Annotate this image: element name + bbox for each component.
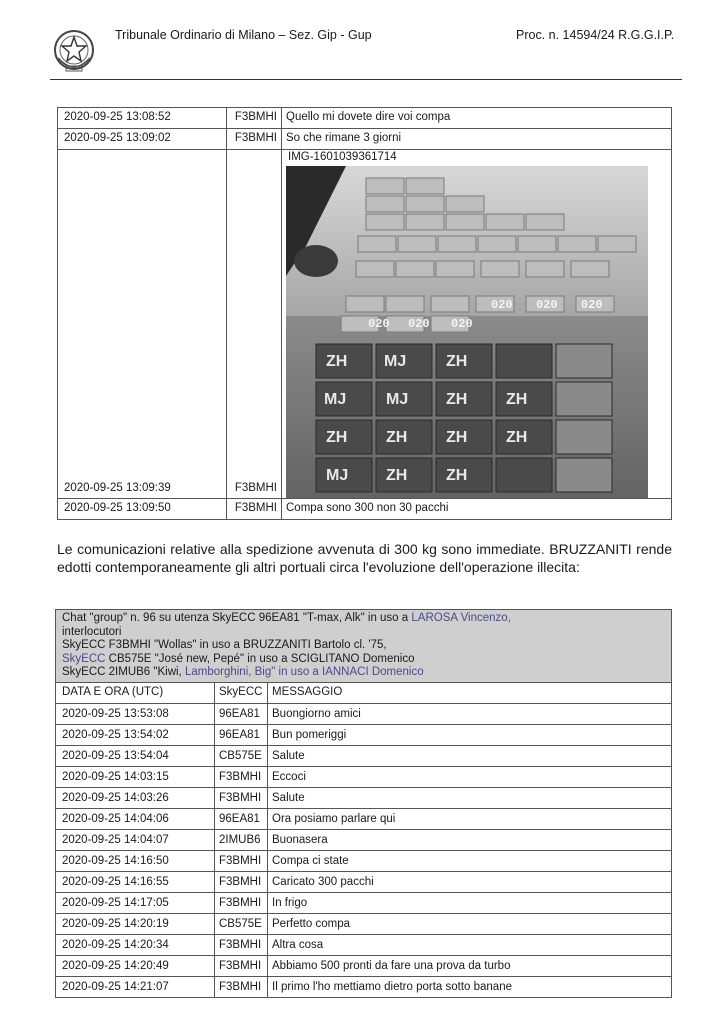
skyecc-cell: F3BMHI bbox=[215, 892, 268, 913]
package-mark-zh: ZH bbox=[506, 429, 528, 446]
package bbox=[406, 196, 444, 212]
datetime-cell: 2020-09-25 13:08:52 bbox=[58, 108, 227, 129]
table-body bbox=[56, 703, 672, 997]
skyecc-cell: 2IMUB6 bbox=[215, 829, 268, 850]
package-mark-020: 020 bbox=[536, 298, 558, 312]
message-cell: Buonasera bbox=[268, 829, 672, 850]
datetime-cell: 2020-09-25 14:03:15 bbox=[56, 766, 215, 787]
package bbox=[438, 236, 476, 252]
datetime-cell: 2020-09-25 14:17:05 bbox=[56, 892, 215, 913]
package-mark-zh: ZH bbox=[326, 353, 348, 370]
datetime-cell: 2020-09-25 13:09:50 bbox=[58, 499, 227, 520]
datetime-cell: 2020-09-25 14:03:26 bbox=[56, 787, 215, 808]
image-filename: IMG-1601039361714 bbox=[288, 151, 397, 163]
package-mark-zh: ZH bbox=[446, 391, 468, 408]
package bbox=[366, 196, 404, 212]
table-row bbox=[56, 913, 672, 934]
caption-text: CB575E "José new, Pepé" in uso a SCIGLITANO Domenico bbox=[105, 652, 415, 665]
header-divider bbox=[50, 79, 682, 80]
chat-table-1 bbox=[57, 107, 672, 520]
package bbox=[356, 261, 394, 277]
table-row bbox=[56, 976, 672, 997]
message-cell: Ora posiamo parlare qui bbox=[268, 808, 672, 829]
datetime-cell: 2020-09-25 14:04:06 bbox=[56, 808, 215, 829]
datetime-cell: 2020-09-25 13:54:02 bbox=[56, 724, 215, 745]
skyecc-cell: F3BMHI bbox=[215, 934, 268, 955]
datetime-cell: 2020-09-25 13:53:08 bbox=[56, 703, 215, 724]
table-row bbox=[56, 808, 672, 829]
datetime-cell: 2020-09-25 14:04:07 bbox=[56, 829, 215, 850]
datetime-cell: 2020-09-25 13:09:02 bbox=[58, 129, 227, 150]
skyecc-cell: 96EA81 bbox=[215, 724, 268, 745]
package bbox=[486, 214, 524, 230]
body-paragraph: Le comunicazioni relative alla spedizione avvenuta di 300 kg sono immediate. BRUZZANITI rende edotti contemporaneamente gli altri portuali circa l'evoluzione dell'operazione illecita: bbox=[57, 541, 672, 575]
table-caption-row bbox=[56, 610, 672, 683]
message-cell: Abbiamo 500 pronti da fare una prova da turbo bbox=[268, 955, 672, 976]
package bbox=[358, 236, 396, 252]
package-mark-mj: MJ bbox=[386, 391, 409, 408]
table-row bbox=[56, 745, 672, 766]
package bbox=[558, 236, 596, 252]
chat-caption bbox=[56, 610, 672, 683]
skyecc-cell: CB575E bbox=[215, 745, 268, 766]
skyecc-cell: F3BMHI bbox=[215, 850, 268, 871]
package bbox=[526, 261, 564, 277]
package-mark-mj: MJ bbox=[384, 353, 407, 370]
message-cell: Buongiorno amici bbox=[268, 703, 672, 724]
skyecc-cell: F3BMHI bbox=[227, 108, 282, 129]
table-row bbox=[56, 892, 672, 913]
package bbox=[571, 261, 609, 277]
skyecc-cell: 96EA81 bbox=[215, 808, 268, 829]
package-mark-zh: ZH bbox=[446, 467, 468, 484]
message-cell: Eccoci bbox=[268, 766, 672, 787]
package-mark-zh: ZH bbox=[506, 391, 528, 408]
table-header-row bbox=[56, 682, 672, 703]
skyecc-cell: F3BMHI bbox=[215, 871, 268, 892]
table-row bbox=[56, 724, 672, 745]
message-cell: In frigo bbox=[268, 892, 672, 913]
package-mark-mj: MJ bbox=[324, 391, 347, 408]
skyecc-cell: F3BMHI bbox=[215, 955, 268, 976]
table-row bbox=[56, 766, 672, 787]
datetime-cell: 2020-09-25 14:20:34 bbox=[56, 934, 215, 955]
message-cell: Perfetto compa bbox=[268, 913, 672, 934]
message-cell: Compa ci state bbox=[268, 850, 672, 871]
caption-text: Lamborghini, Big" in uso a IANNACI bbox=[184, 666, 372, 678]
skyecc-cell: F3BMHI bbox=[227, 129, 282, 150]
package bbox=[478, 236, 516, 252]
package bbox=[386, 296, 424, 312]
column-header-message: MESSAGGIO bbox=[268, 682, 672, 703]
datetime-cell: 2020-09-25 13:54:04 bbox=[56, 745, 215, 766]
package bbox=[598, 236, 636, 252]
message-cell: Bun pomeriggi bbox=[268, 724, 672, 745]
table-row bbox=[56, 829, 672, 850]
package bbox=[366, 214, 404, 230]
package-mark-mj: MJ bbox=[326, 467, 349, 484]
caption-text: SkyECC bbox=[62, 652, 106, 665]
caption-text: SkyECC F3BMHI "Wollas" in uso a BRUZZANITI Bartolo cl. '75, bbox=[62, 639, 387, 651]
message-cell: Salute bbox=[268, 745, 672, 766]
procedure-number: Proc. n. 14594/24 R.G.G.I.P. bbox=[516, 28, 675, 42]
skyecc-cell: F3BMHI bbox=[215, 766, 268, 787]
image-message-cell bbox=[282, 150, 672, 499]
car-wheel bbox=[294, 245, 338, 277]
skyecc-cell: F3BMHI bbox=[227, 150, 282, 499]
package bbox=[481, 261, 519, 277]
skyecc-cell: F3BMHI bbox=[215, 787, 268, 808]
message-cell: So che rimane 3 giorni bbox=[282, 129, 672, 150]
package bbox=[446, 214, 484, 230]
package bbox=[398, 236, 436, 252]
package-mark-020: 020 bbox=[408, 317, 430, 331]
package bbox=[436, 261, 474, 277]
package-mark-zh: ZH bbox=[386, 467, 408, 484]
package bbox=[496, 458, 552, 492]
datetime-cell: 2020-09-25 14:21:07 bbox=[56, 976, 215, 997]
message-cell: Il primo l'ho mettiamo dietro porta sotto banane bbox=[268, 976, 672, 997]
packages-photo bbox=[286, 166, 648, 498]
package bbox=[526, 214, 564, 230]
package-mark-zh: ZH bbox=[446, 429, 468, 446]
table-row bbox=[56, 871, 672, 892]
skyecc-cell: 96EA81 bbox=[215, 703, 268, 724]
skyecc-cell: CB575E bbox=[215, 913, 268, 934]
table-row bbox=[58, 129, 672, 150]
package bbox=[366, 178, 404, 194]
message-cell: Altra cosa bbox=[268, 934, 672, 955]
message-cell: Compa sono 300 non 30 pacchi bbox=[282, 499, 672, 520]
package bbox=[518, 236, 556, 252]
table-row bbox=[56, 703, 672, 724]
caption-text: Chat "group" n. 96 su utenza SkyECC 96EA81 "T-max, Alk" in uso a bbox=[62, 612, 412, 624]
caption-text: Domenico bbox=[371, 666, 424, 678]
package-mark-020: 020 bbox=[368, 317, 390, 331]
table-row bbox=[56, 955, 672, 976]
column-header-skyecc: SkyECC bbox=[215, 682, 268, 703]
table-row bbox=[56, 850, 672, 871]
court-name: Tribunale Ordinario di Milano – Sez. Gip - Gup bbox=[115, 28, 372, 42]
package bbox=[431, 296, 469, 312]
package-mark-020: 020 bbox=[491, 298, 513, 312]
datetime-cell: 2020-09-25 13:09:39 bbox=[58, 150, 227, 499]
package bbox=[496, 344, 552, 378]
page-header bbox=[0, 0, 711, 82]
message-cell: Caricato 300 pacchi bbox=[268, 871, 672, 892]
table-row bbox=[58, 108, 672, 129]
package bbox=[406, 214, 444, 230]
chat-table-2 bbox=[55, 609, 672, 998]
datetime-cell: 2020-09-25 14:16:50 bbox=[56, 850, 215, 871]
package bbox=[556, 420, 612, 454]
skyecc-cell: F3BMHI bbox=[215, 976, 268, 997]
message-cell: Salute bbox=[268, 787, 672, 808]
datetime-cell: 2020-09-25 14:20:19 bbox=[56, 913, 215, 934]
package bbox=[396, 261, 434, 277]
column-header-datetime: DATA E ORA (UTC) bbox=[56, 682, 215, 703]
package bbox=[556, 344, 612, 378]
table-row bbox=[56, 934, 672, 955]
table-row bbox=[56, 787, 672, 808]
caption-text: SkyECC 2IMUB6 "Kiwi, bbox=[62, 666, 185, 678]
italian-republic-emblem-icon bbox=[52, 28, 96, 74]
table-row bbox=[58, 499, 672, 520]
package-mark-zh: ZH bbox=[386, 429, 408, 446]
package-mark-020: 020 bbox=[451, 317, 473, 331]
package bbox=[446, 196, 484, 212]
skyecc-cell: F3BMHI bbox=[227, 499, 282, 520]
datetime-cell: 2020-09-25 14:20:49 bbox=[56, 955, 215, 976]
package bbox=[406, 178, 444, 194]
caption-text: interlocutori bbox=[62, 625, 122, 638]
message-cell: Quello mi dovete dire voi compa bbox=[282, 108, 672, 129]
package bbox=[346, 296, 384, 312]
package-mark-zh: ZH bbox=[446, 353, 468, 370]
package bbox=[556, 458, 612, 492]
table-row-image bbox=[58, 150, 672, 499]
caption-text: LAROSA Vincenzo, bbox=[411, 612, 511, 624]
package bbox=[556, 382, 612, 416]
package-mark-zh: ZH bbox=[326, 429, 348, 446]
package-mark-020: 020 bbox=[581, 298, 603, 312]
datetime-cell: 2020-09-25 14:16:55 bbox=[56, 871, 215, 892]
